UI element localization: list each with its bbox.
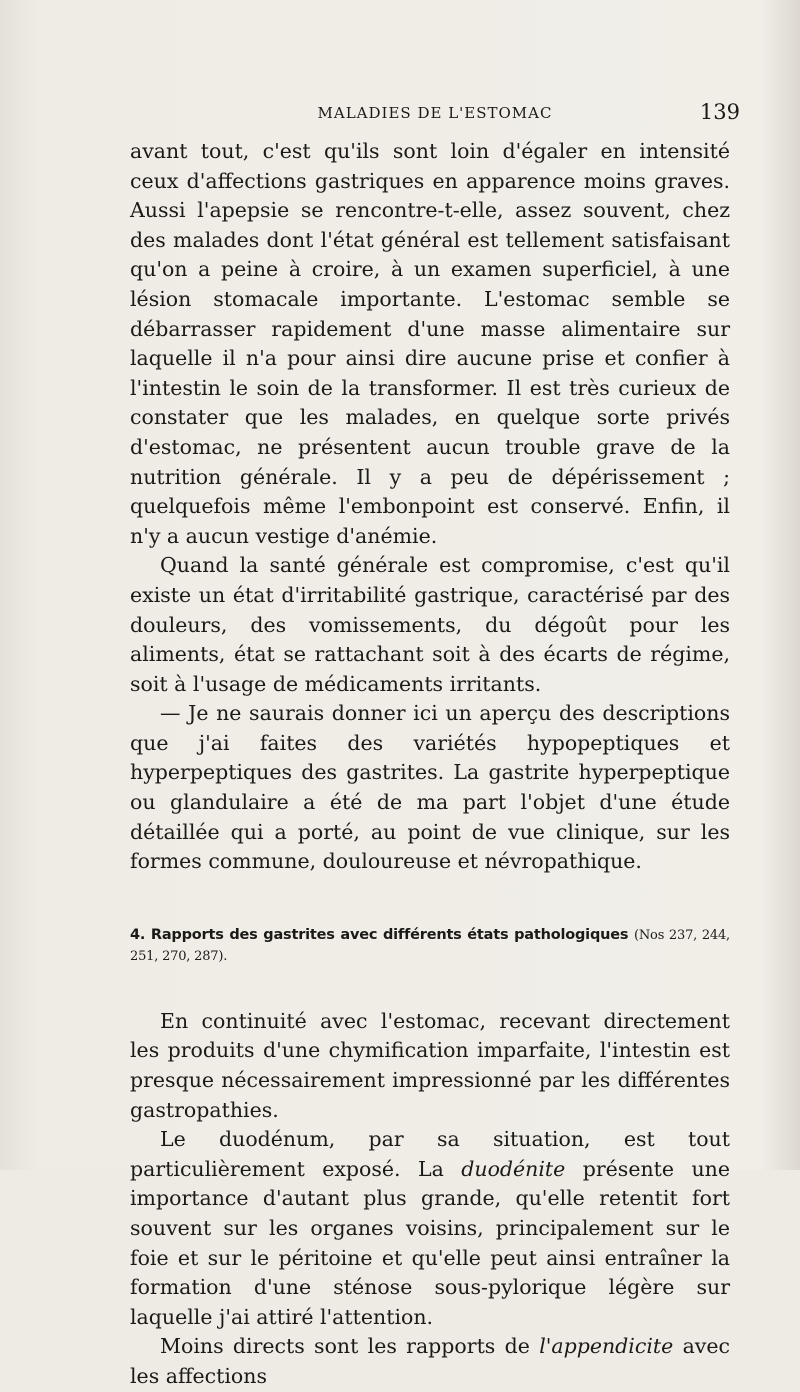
body-text — [130, 137, 730, 1392]
paragraph: avant tout, c'est qu'ils sont loin d'égaler en intensité ceux d'affections gastriques en apparence moins graves. Aussi l'apepsie se rencontre-t-elle, assez souvent, chez des malades dont l'état général est tellement satisfaisant qu'on a peine à croire, à un examen superficiel, à une lésion stomacale importante. L'estomac semble se débarrasser rapidement d'une masse alimentaire sur laquelle il n'a pour ainsi dire aucune prise et confier à l'intestin le soin de la transformer. Il est très curieux de constater que les malades, en quelque sorte privés d'estomac, ne présentent aucun trouble grave de la nutrition générale. Il y a peu de dépérissement ; quelquefois même l'embonpoint est conservé. Enfin, il n'y a aucun vestige d'anémie. — [130, 139, 730, 548]
italic-term: duodénite — [461, 1156, 566, 1181]
paragraph-text: Moins directs sont les rapports de — [160, 1334, 540, 1359]
paragraph-text: avec les affections — [130, 1334, 730, 1388]
paragraph — [130, 1332, 730, 1391]
italic-term: l'appendicite — [539, 1334, 674, 1359]
paragraph-text: présente une importance d'autant plus grande, qu'elle retentit fort souvent sur les organes voisins, principalement sur le foie et sur le péritoine et qu'elle peut ainsi entraîner la formation d'une sténose sous-pylorique légère sur laquelle j'ai attiré l'attention. — [130, 1156, 730, 1329]
section-title: 4. Rapports des gastrites avec différents états pathologiques — [130, 926, 629, 943]
section-references: (Nos 237, 244, 251, 270, 287). — [130, 927, 730, 964]
page-number: 139 — [699, 100, 740, 124]
running-title: MALADIES DE L'ESTOMAC — [317, 104, 553, 122]
paragraph: Quand la santé générale est compromise, c'est qu'il existe un état d'irritabilité gastrique, caractérisé par des douleurs, des vomissements, du dégoût pour les aliments, état se rattachant soit à des écarts de régime, soit à l'usage de médicaments irritants. — [130, 553, 730, 696]
paragraph — [130, 1125, 730, 1332]
paragraph: — Je ne saurais donner ici un aperçu des descriptions que j'ai faites des variétés hypopeptiques et hyperpeptiques des gastrites. La gastrite hyperpeptique ou glandulaire a été de ma part l'objet d'une étude détaillée qui a porté, au point de vue clinique, sur les formes commune, douloureuse et névropathique. — [130, 701, 730, 874]
running-header — [130, 100, 740, 130]
paragraph: En continuité avec l'estomac, recevant directement les produits d'une chymification imparfaite, l'intestin est presque nécessairement impressionné par les différentes gastropathies. — [130, 1008, 730, 1122]
paragraph-text: Le duodénum, par sa situation, est tout particulièrement exposé. La — [130, 1127, 730, 1181]
section-heading — [130, 925, 730, 967]
